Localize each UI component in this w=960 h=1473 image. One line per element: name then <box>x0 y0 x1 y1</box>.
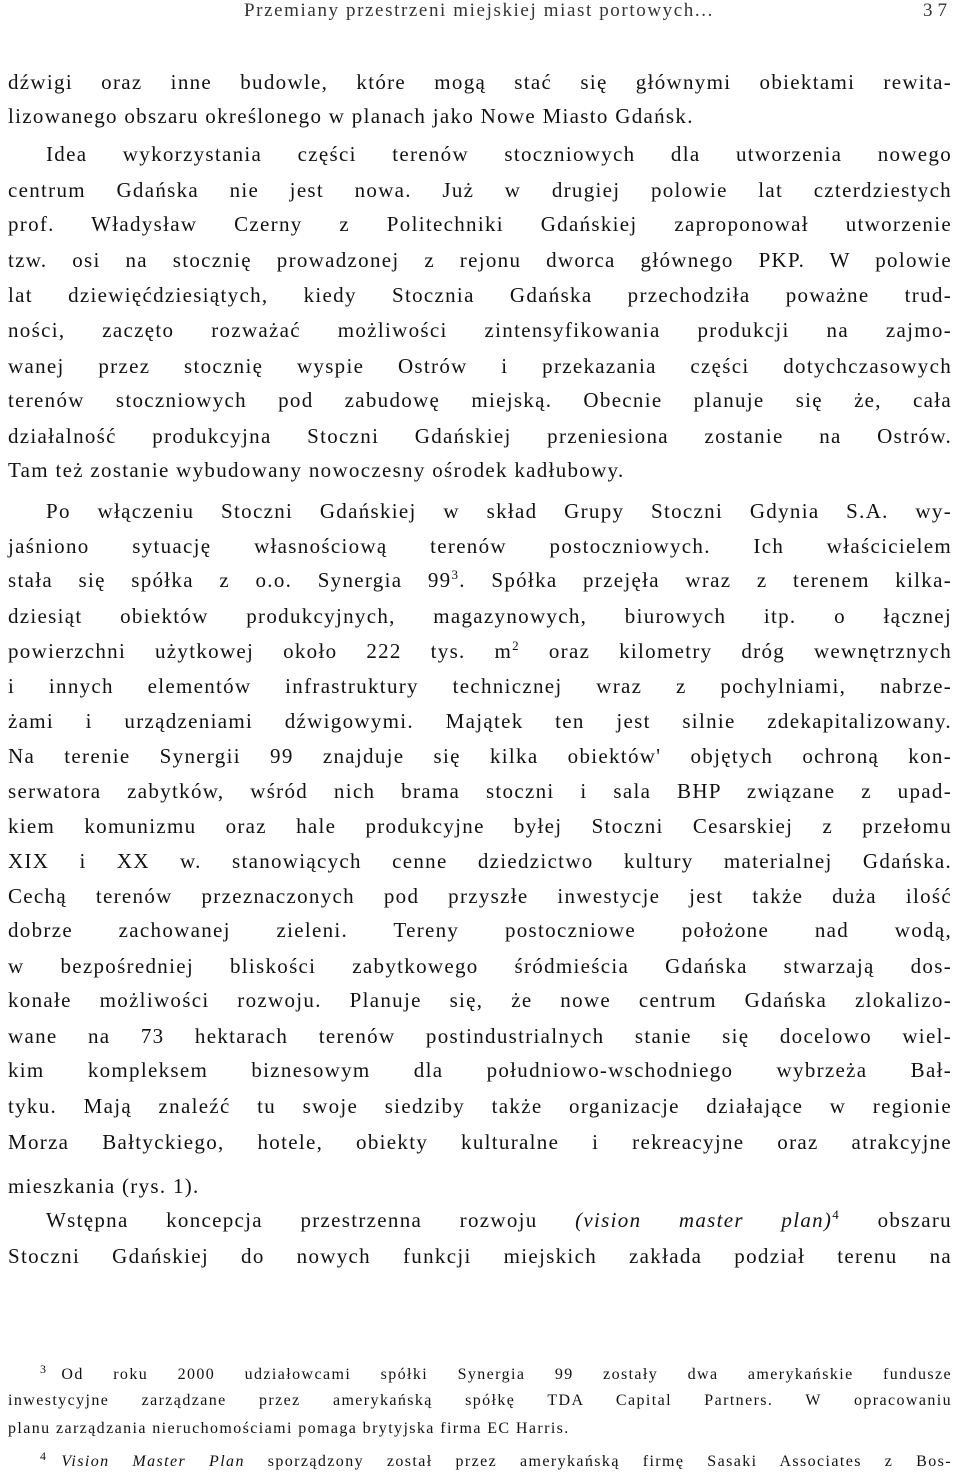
text-line: dźwigi oraz inne budowle, które mogą stać się głównymi obiektami rewita- <box>8 70 952 94</box>
text-line: w bezpośredniej bliskości zabytkowego śródmieścia Gdańska stwarzają dos- <box>8 954 952 978</box>
footnote-3: $^3$ Od roku 2000 udziałowcami spółki Synergia 99 zostały dwa amerykańskie fundusze <box>40 1362 952 1383</box>
text-line: konałe możliwości rozwoju. Planuje się, że nowe centrum Gdańska zlokalizo- <box>8 988 952 1012</box>
text-line: Wstępna koncepcja przestrzenna rozwoju (vision master plan)$^4$ obszaru <box>46 1207 952 1232</box>
footnote-mark-4: 4 <box>40 1449 48 1463</box>
text-line: Po włączeniu Stoczni Gdańskiej w skład Grupy Stoczni Gdynia S.A. wy- <box>46 499 952 523</box>
text-line: tzw. osi na stocznię prowadzonej z rejonu dworca głównego PKP. W polowie <box>8 248 952 272</box>
vision-master-plan-term: (vision master plan) <box>575 1208 833 1232</box>
text-line: dziesiąt obiektów produkcyjnych, magazynowych, biurowych itp. o łącznej <box>8 604 952 628</box>
text-line: jaśniono sytuację własnościową terenów postoczniowych. Ich właścicielem <box>8 534 952 558</box>
footnote-4: $^4$ Vision Master Plan sporządzony został przez amerykańską firmę Sasaki Associates z Bos- <box>40 1449 952 1470</box>
text-line: Morza Bałtyckiego, hotele, obiekty kulturalne i rekreacyjne oraz atrakcyjne <box>8 1130 952 1154</box>
text-line: wanej przez stocznię wyspie Ostrów i przekazania części dotychczasowych <box>8 354 952 378</box>
text-line: Stoczni Gdańskiej do nowych funkcji miejskich zakłada podział terenu na <box>8 1244 952 1268</box>
page-header <box>0 0 960 26</box>
footnote-mark-3: 3 <box>40 1362 48 1376</box>
text-line: XIX i XX w. stanowiących cenne dziedzictwo kultury materialnej Gdańska. <box>8 849 952 873</box>
text-line: i innych elementów infrastruktury technicznej wraz z pochylniami, nabrze- <box>8 674 952 698</box>
text-line: tyku. Mają znaleźć tu swoje siedziby także organizacje działające w regionie <box>8 1094 952 1118</box>
text-line: Idea wykorzystania części terenów stoczniowych dla utworzenia nowego <box>46 142 952 166</box>
text-line: centrum Gdańska nie jest nowa. Już w drugiej polowie lat czterdziestych <box>8 178 952 202</box>
text-line: stała się spółka z o.o. Synergia $99^3$. Spółka przejęła wraz z terenem kilka- <box>8 567 952 592</box>
text-line: mieszkania (rys. 1). <box>8 1174 200 1198</box>
text-line: Na terenie Synergii 99 znajduje się kilka obiektów' objętych ochroną kon- <box>8 744 952 768</box>
footnote-ref-3: 3 <box>451 567 460 582</box>
text-line: działalność produkcyjna Stoczni Gdańskiej przeniesiona zostanie na Ostrów. <box>8 424 952 448</box>
footnote-3-line: planu zarządzania nieruchomościami pomaga brytyjska firma EC Harris. <box>8 1420 570 1437</box>
footnote-ref-4: 4 <box>832 1207 841 1222</box>
text-line: powierzchni użytkowej około 222 tys. $m^2$ oraz kilometry dróg wewnętrznych <box>8 638 953 663</box>
text-line: kim kompleksem biznesowym dla południowo-wschodniego wybrzeża Bał- <box>8 1058 952 1082</box>
text-line: Cechą terenów przeznaczonych pod przyszłe inwestycje jest także duża ilość <box>8 884 952 908</box>
footnote-3-line: inwestycyjne zarządzane przez amerykańską spółkę TDA Capital Partners. W opracowaniu <box>8 1392 952 1409</box>
text-line: lat dziewięćdziesiątych, kiedy Stocznia Gdańska przechodziła poważne trud- <box>8 283 952 307</box>
text-line: prof. Władysław Czerny z Politechniki Gdańskiej zaproponował utworzenie <box>8 212 952 236</box>
running-title: Przemiany przestrzeni miejskiej miast portowych... <box>244 0 714 21</box>
text-line: żami i urządzeniami dźwigowymi. Majątek ten jest silnie zdekapitalizowany. <box>8 709 952 733</box>
superscript-2: 2 <box>512 638 520 653</box>
text-line: Tam też zostanie wybudowany nowoczesny ośrodek kadłubowy. <box>8 458 625 482</box>
text-line: terenów stoczniowych pod zabudowę miejską. Obecnie planuje się że, cała <box>8 388 952 412</box>
text-line: ności, zaczęto rozważać możliwości zintensyfikowania produkcji na zajmo- <box>8 318 952 342</box>
text-line: serwatora zabytków, wśród nich brama stoczni i sala BHP związane z upad- <box>8 779 952 803</box>
page-number: 37 <box>923 0 952 21</box>
text-line: wane na 73 hektarach terenów postindustrialnych stanie się docelowo wiel- <box>8 1024 952 1048</box>
text-line: lizowanego obszaru określonego w planach jako Nowe Miasto Gdańsk. <box>8 104 694 128</box>
text-line: dobrze zachowanej zieleni. Tereny postoczniowe położone nad wodą, <box>8 918 952 942</box>
text-line: kiem komunizmu oraz hale produkcyjne byłej Stoczni Cesarskiej z przełomu <box>8 814 952 838</box>
